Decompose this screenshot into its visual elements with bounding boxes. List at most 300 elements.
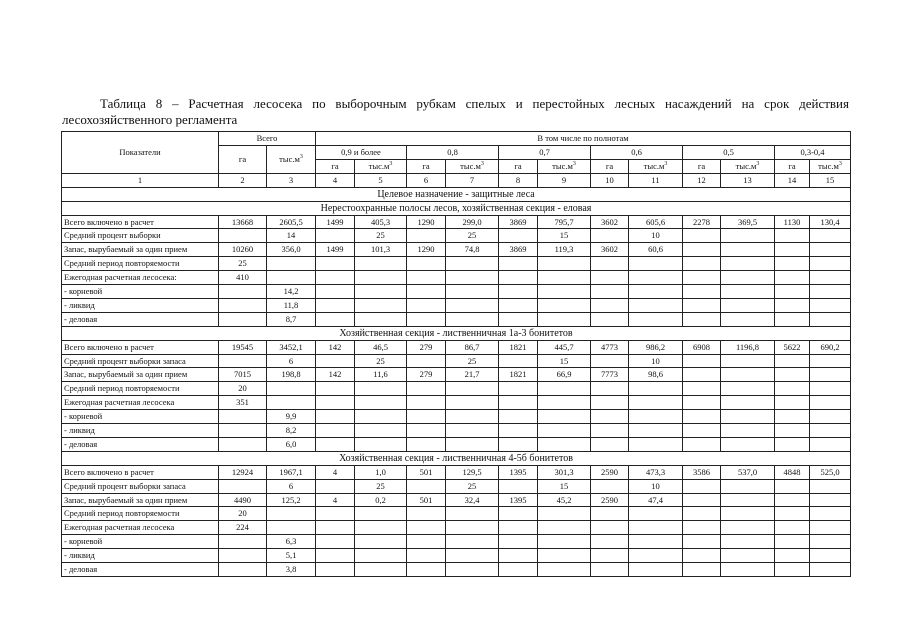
table-cell (629, 424, 683, 438)
section-row-title: Хозяйственная секция - лиственничная 1а-3 бонитетов (62, 326, 851, 340)
unit-ha-header: га (683, 159, 721, 173)
section-row (62, 451, 851, 465)
table-cell: 12924 (219, 465, 267, 479)
table-cell: 9,9 (267, 410, 316, 424)
table-cell (407, 535, 446, 549)
row-label: - деловая (62, 563, 219, 577)
table-cell (499, 479, 538, 493)
row-label: - корневой (62, 285, 219, 299)
table-cell (316, 521, 355, 535)
table-cell: 66,9 (538, 368, 591, 382)
table-cell (591, 285, 629, 299)
table-cell (446, 535, 499, 549)
column-number: 11 (629, 173, 683, 187)
table-cell (316, 410, 355, 424)
table-cell (407, 479, 446, 493)
table-cell (721, 382, 775, 396)
table-row (62, 563, 851, 577)
row-label: Средний период повторяемости (62, 257, 219, 271)
table-cell (499, 535, 538, 549)
table-cell (629, 285, 683, 299)
table-cell (499, 396, 538, 410)
unit-ha-header: га (316, 159, 355, 173)
table-cell (629, 563, 683, 577)
row-label: - деловая (62, 437, 219, 451)
table-cell (446, 312, 499, 326)
table-cell (219, 312, 267, 326)
table-cell (355, 549, 407, 563)
table-cell (219, 424, 267, 438)
table-cell (683, 368, 721, 382)
table-cell (629, 257, 683, 271)
table-cell (219, 563, 267, 577)
column-number: 6 (407, 173, 446, 187)
unit-ha-header: га (407, 159, 446, 173)
table-cell (499, 563, 538, 577)
table-row (62, 465, 851, 479)
table-cell (683, 410, 721, 424)
table-row (62, 424, 851, 438)
table-cell (721, 229, 775, 243)
table-cell (629, 437, 683, 451)
table-cell: 3586 (683, 465, 721, 479)
table-cell: 15 (538, 229, 591, 243)
table-cell: 10260 (219, 243, 267, 257)
table-cell (810, 312, 851, 326)
table-cell (407, 285, 446, 299)
column-number: 1 (62, 173, 219, 187)
table-cell: 1395 (499, 493, 538, 507)
table-cell (538, 257, 591, 271)
table-cell (721, 312, 775, 326)
row-label: - корневой (62, 410, 219, 424)
unit-volume-header: $тыс.м^3$ (629, 159, 683, 173)
row-label: - ликвид (62, 298, 219, 312)
table-cell (499, 271, 538, 285)
table-row (62, 521, 851, 535)
allowable-cut-table (61, 131, 851, 577)
unit-ha-header: га (591, 159, 629, 173)
table-cell (316, 271, 355, 285)
table-cell: 10 (629, 229, 683, 243)
table-cell: 4 (316, 493, 355, 507)
row-label: - деловая (62, 312, 219, 326)
table-cell (355, 507, 407, 521)
table-cell (683, 396, 721, 410)
table-cell (446, 424, 499, 438)
table-cell (591, 382, 629, 396)
table-cell (355, 535, 407, 549)
table-cell: 6 (267, 479, 316, 493)
table-cell: 10 (629, 354, 683, 368)
table-cell (316, 479, 355, 493)
table-cell: 11,8 (267, 298, 316, 312)
unit-volume-header: $тыс.м^3$ (810, 159, 851, 173)
table-cell (721, 535, 775, 549)
table-cell: 74,8 (446, 243, 499, 257)
table-row (62, 479, 851, 493)
table-cell (538, 507, 591, 521)
table-cell (775, 410, 810, 424)
table-cell: 405,3 (355, 215, 407, 229)
density-header: 0,8 (407, 145, 499, 159)
row-label: Средний процент выборки запаса (62, 479, 219, 493)
table-cell (721, 243, 775, 257)
table-cell (316, 507, 355, 521)
table-cell (407, 424, 446, 438)
table-cell (219, 437, 267, 451)
table-row (62, 257, 851, 271)
table-cell (316, 563, 355, 577)
table-cell (683, 298, 721, 312)
table-cell (775, 368, 810, 382)
table-cell (775, 493, 810, 507)
row-label: Средний процент выборки запаса (62, 354, 219, 368)
table-cell (683, 243, 721, 257)
table-cell: 2278 (683, 215, 721, 229)
table-cell (810, 243, 851, 257)
table-cell (591, 298, 629, 312)
table-cell (407, 437, 446, 451)
row-label: Всего включено в расчет (62, 340, 219, 354)
table-cell: 15 (538, 354, 591, 368)
table-row (62, 298, 851, 312)
table-cell (810, 535, 851, 549)
table-cell: 46,5 (355, 340, 407, 354)
table-cell (683, 507, 721, 521)
table-cell (775, 285, 810, 299)
table-cell (810, 549, 851, 563)
table-cell (499, 424, 538, 438)
table-cell: 119,3 (538, 243, 591, 257)
table-cell (316, 396, 355, 410)
table-cell (355, 257, 407, 271)
table-cell (591, 410, 629, 424)
table-cell (721, 424, 775, 438)
table-cell: 25 (219, 257, 267, 271)
table-cell (721, 521, 775, 535)
table-cell (810, 410, 851, 424)
table-cell (499, 298, 538, 312)
table-cell (775, 312, 810, 326)
column-number: 10 (591, 173, 629, 187)
table-cell (775, 563, 810, 577)
row-label: Запас, вырубаемый за один прием (62, 493, 219, 507)
table-cell (683, 424, 721, 438)
table-cell (810, 229, 851, 243)
table-cell (810, 368, 851, 382)
table-row (62, 493, 851, 507)
table-cell (775, 479, 810, 493)
table-cell: 501 (407, 465, 446, 479)
table-cell: 129,5 (446, 465, 499, 479)
table-cell (407, 312, 446, 326)
table-cell (629, 396, 683, 410)
table-cell: 14,2 (267, 285, 316, 299)
table-cell (721, 354, 775, 368)
table-cell: 98,6 (629, 368, 683, 382)
table-cell (591, 312, 629, 326)
table-cell: 279 (407, 340, 446, 354)
table-cell: 3869 (499, 243, 538, 257)
table-cell: 10 (629, 479, 683, 493)
table-cell (721, 285, 775, 299)
table-cell: 25 (446, 354, 499, 368)
table-cell (775, 298, 810, 312)
table-row (62, 243, 851, 257)
table-cell (591, 535, 629, 549)
table-cell: 1499 (316, 215, 355, 229)
table-cell (446, 507, 499, 521)
table-cell: 795,7 (538, 215, 591, 229)
unit-volume-header: $тыс.м^3$ (538, 159, 591, 173)
table-cell: 130,4 (810, 215, 851, 229)
table-cell (683, 285, 721, 299)
table-cell: 25 (446, 229, 499, 243)
table-cell (683, 535, 721, 549)
table-cell: 605,6 (629, 215, 683, 229)
table-cell (721, 563, 775, 577)
table-cell: 986,2 (629, 340, 683, 354)
table-cell (538, 437, 591, 451)
table-cell (683, 437, 721, 451)
table-cell: 5,1 (267, 549, 316, 563)
table-row (62, 410, 851, 424)
table-cell: 224 (219, 521, 267, 535)
table-cell (591, 507, 629, 521)
table-cell: 11,6 (355, 368, 407, 382)
table-cell (316, 549, 355, 563)
table-cell (499, 354, 538, 368)
column-number: 7 (446, 173, 499, 187)
column-number-row (62, 173, 851, 187)
table-cell: 1821 (499, 340, 538, 354)
caption-line-1: Таблица 8 – Расчетная лесосека по выборочным рубкам спелых и перестойных лесных насаждений на срок действия (100, 96, 849, 111)
table-cell (591, 396, 629, 410)
table-cell (721, 549, 775, 563)
table-cell (407, 549, 446, 563)
table-cell (629, 298, 683, 312)
total-header: Всего (219, 132, 316, 146)
table-cell: 125,2 (267, 493, 316, 507)
table-cell (538, 563, 591, 577)
table-cell (538, 424, 591, 438)
table-cell: 3452,1 (267, 340, 316, 354)
table-cell (538, 285, 591, 299)
table-row (62, 271, 851, 285)
table-cell: 142 (316, 368, 355, 382)
table-cell (629, 271, 683, 285)
table-cell (775, 396, 810, 410)
table-cell (407, 229, 446, 243)
table-cell (629, 507, 683, 521)
table-cell: 473,3 (629, 465, 683, 479)
table-cell (316, 535, 355, 549)
total-ha-header: га (219, 145, 267, 173)
table-cell (591, 479, 629, 493)
table-cell: 8,7 (267, 312, 316, 326)
table-cell (591, 271, 629, 285)
table-cell (538, 298, 591, 312)
table-cell: 690,2 (810, 340, 851, 354)
table-cell: 369,5 (721, 215, 775, 229)
table-cell (316, 424, 355, 438)
table-cell (629, 549, 683, 563)
table-cell (316, 382, 355, 396)
table-cell (316, 298, 355, 312)
table-cell (316, 285, 355, 299)
density-header: 0,3-0,4 (775, 145, 851, 159)
table-cell (499, 549, 538, 563)
column-number: 15 (810, 173, 851, 187)
density-header: 0,6 (591, 145, 683, 159)
table-cell: 501 (407, 493, 446, 507)
table-cell: 7015 (219, 368, 267, 382)
table-cell (775, 521, 810, 535)
table-cell (538, 535, 591, 549)
table-cell (775, 382, 810, 396)
column-number: 9 (538, 173, 591, 187)
table-cell: 299,0 (446, 215, 499, 229)
table-cell (446, 549, 499, 563)
column-number: 12 (683, 173, 721, 187)
table-cell (683, 563, 721, 577)
column-number: 13 (721, 173, 775, 187)
table-cell (538, 410, 591, 424)
indicators-header: Показатели (62, 132, 219, 174)
table-cell: 2605,5 (267, 215, 316, 229)
column-number: 14 (775, 173, 810, 187)
table-cell (683, 354, 721, 368)
table-row (62, 340, 851, 354)
unit-volume-header: $тыс.м^3$ (355, 159, 407, 173)
table-cell (407, 396, 446, 410)
table-cell (407, 271, 446, 285)
table-cell: 3,8 (267, 563, 316, 577)
total-volume-header: $тыс.м^3$ (267, 145, 316, 173)
column-number: 5 (355, 173, 407, 187)
table-cell: 45,2 (538, 493, 591, 507)
section-row (62, 201, 851, 215)
table-cell (683, 229, 721, 243)
section-row-title: Нерестоохранные полосы лесов, хозяйственная секция - еловая (62, 201, 851, 215)
table-cell (355, 285, 407, 299)
table-cell (683, 549, 721, 563)
table-cell (407, 354, 446, 368)
table-cell (355, 424, 407, 438)
table-cell (721, 271, 775, 285)
table-cell: 25 (446, 479, 499, 493)
table-cell (446, 257, 499, 271)
table-cell (446, 437, 499, 451)
table-cell (721, 479, 775, 493)
table-cell (810, 257, 851, 271)
table-cell (267, 257, 316, 271)
table-cell (629, 521, 683, 535)
table-cell (775, 354, 810, 368)
table-cell (721, 298, 775, 312)
table-cell (446, 396, 499, 410)
table-cell (538, 396, 591, 410)
table-cell (355, 271, 407, 285)
table-cell (775, 535, 810, 549)
table-cell (810, 424, 851, 438)
caption-line-2: лесохозяйственного регламента (62, 112, 238, 127)
table-cell (810, 382, 851, 396)
table-cell: 0,2 (355, 493, 407, 507)
table-caption (62, 96, 849, 128)
table-cell: 4 (316, 465, 355, 479)
table-cell (538, 549, 591, 563)
table-cell (355, 396, 407, 410)
table-row (62, 507, 851, 521)
table-cell: 410 (219, 271, 267, 285)
table-cell (219, 229, 267, 243)
table-cell (355, 521, 407, 535)
column-number: 3 (267, 173, 316, 187)
row-label: Ежегодная расчетная лесосека (62, 521, 219, 535)
unit-volume-header: $тыс.м^3$ (446, 159, 499, 173)
table-cell (683, 257, 721, 271)
table-cell: 101,3 (355, 243, 407, 257)
row-label: Запас, вырубаемый за один прием (62, 243, 219, 257)
table-cell (219, 549, 267, 563)
table-cell (499, 382, 538, 396)
table-cell (810, 563, 851, 577)
table-cell (499, 507, 538, 521)
table-cell (219, 410, 267, 424)
table-cell (446, 521, 499, 535)
table-cell (810, 507, 851, 521)
table-cell: 2590 (591, 465, 629, 479)
table-cell (316, 312, 355, 326)
table-cell (775, 507, 810, 521)
table-cell (810, 479, 851, 493)
table-cell: 537,0 (721, 465, 775, 479)
table-cell (629, 535, 683, 549)
table-cell: 13668 (219, 215, 267, 229)
table-cell (683, 382, 721, 396)
table-cell: 86,7 (446, 340, 499, 354)
table-cell: 8,2 (267, 424, 316, 438)
table-cell: 1130 (775, 215, 810, 229)
table-cell (683, 521, 721, 535)
section-row-title: Хозяйственная секция - лиственничная 4-5б бонитетов (62, 451, 851, 465)
table-cell (721, 507, 775, 521)
row-label: Всего включено в расчет (62, 215, 219, 229)
table-cell (499, 285, 538, 299)
table-cell (810, 298, 851, 312)
table-row (62, 396, 851, 410)
table-cell: 4773 (591, 340, 629, 354)
unit-ha-header: га (775, 159, 810, 173)
table-cell: 1290 (407, 215, 446, 229)
table-cell (355, 312, 407, 326)
table-cell (316, 229, 355, 243)
table-cell (721, 410, 775, 424)
table-cell (219, 535, 267, 549)
table-cell: 6,3 (267, 535, 316, 549)
table-cell (219, 285, 267, 299)
table-cell (407, 410, 446, 424)
table-cell: 47,4 (629, 493, 683, 507)
table-cell: 1821 (499, 368, 538, 382)
table-cell (591, 354, 629, 368)
row-label: - ликвид (62, 549, 219, 563)
row-label: Средний процент выборки (62, 229, 219, 243)
table-cell (407, 257, 446, 271)
header-row-1 (62, 132, 851, 146)
